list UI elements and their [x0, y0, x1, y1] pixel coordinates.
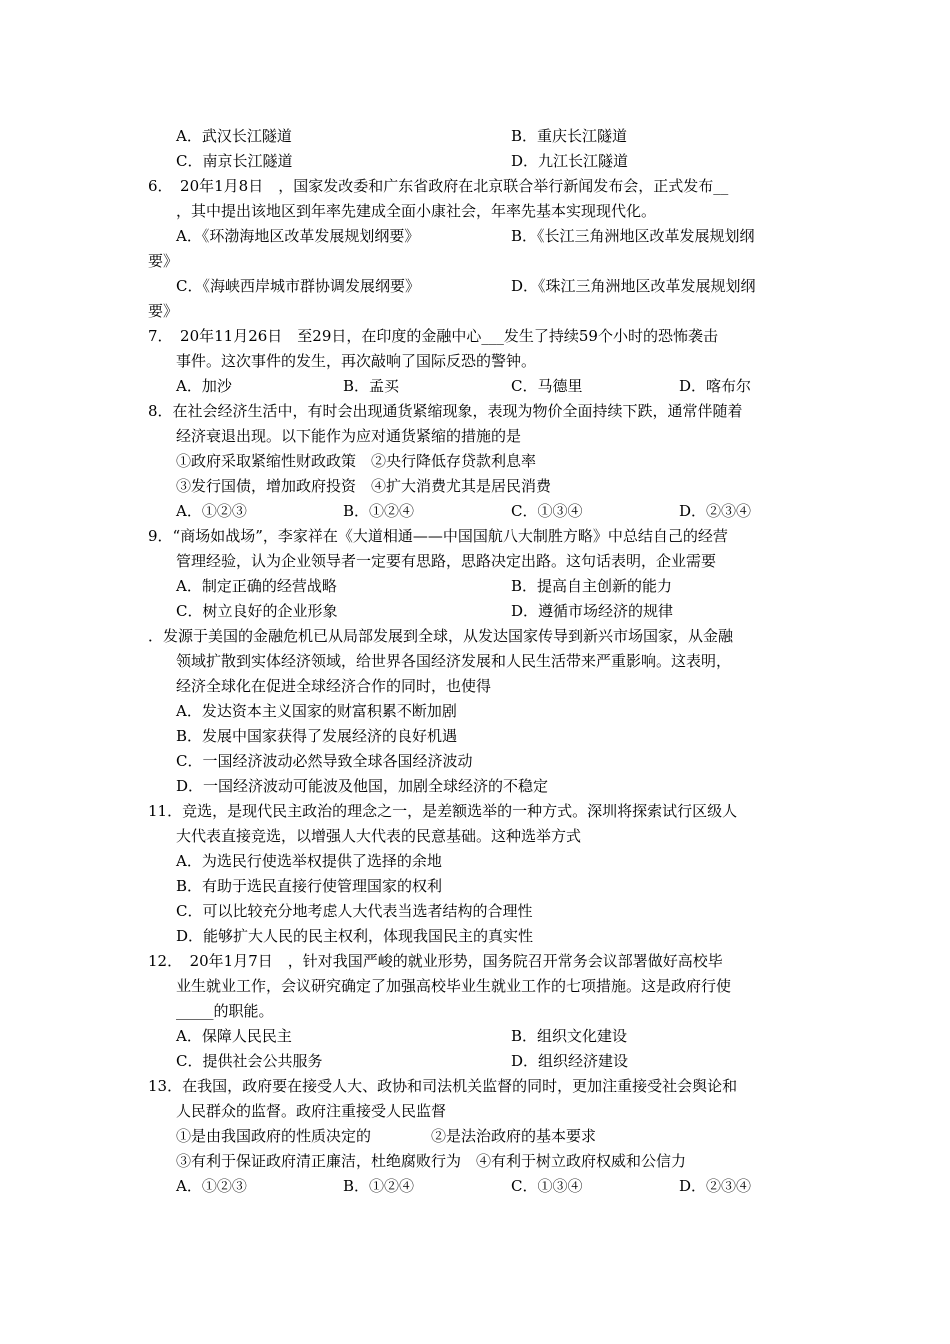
q11-stem-line1: 11．竞选，是现代民主政治的理念之一，是差额选举的一种方式。深圳将探索试行区级人	[148, 802, 738, 820]
q7-stem-line2: 事件。这次事件的发生，再次敲响了国际反恐的警钟。	[176, 352, 537, 370]
q9-option-b: B．提高自主创新的能力	[511, 577, 673, 595]
q12-option-a: A．保障人民民主	[176, 1027, 292, 1045]
q8-option-a: A．①②③	[176, 502, 247, 520]
q8-item-line2: ③发行国债，增加政府投资 ④扩大消费尤其是居民消费	[176, 477, 552, 495]
q7-option-b: B．孟买	[343, 377, 400, 395]
q13-option-c: C．①③④	[511, 1177, 583, 1195]
q9-stem-line1: 9．“商场如战场”，李家祥在《大道相通——中国国航八大制胜方略》中总结自己的经营	[148, 527, 728, 545]
q5-option-b: B．重庆长江隧道	[511, 127, 628, 145]
q5-option-d: D．九江长江隧道	[511, 152, 629, 170]
q12-option-c: C．提供社会公共服务	[176, 1052, 323, 1070]
q6-stem-line1: 6． 20年1月8日 ，国家发改委和广东省政府在北京联合举行新闻发布会，正式发布__	[148, 177, 729, 195]
q8-option-c: C．①③④	[511, 502, 583, 520]
q11-option-d: D．能够扩大人民的民主权利，体现我国民主的真实性	[176, 927, 534, 945]
q12-stem-line3: _____的职能。	[176, 1002, 274, 1020]
q8-stem-line2: 经济衰退出现。以下能作为应对通货紧缩的措施的是	[176, 427, 522, 445]
q10-stem-line2: 领域扩散到实体经济领域，给世界各国经济发展和人民生活带来严重影响。这表明，	[176, 652, 732, 670]
q10-stem-line3: 经济全球化在促进全球经济合作的同时，也使得	[176, 677, 492, 695]
q11-option-c: C．可以比较充分地考虑人大代表当选者结构的合理性	[176, 902, 533, 920]
q8-item-line1: ①政府采取紧缩性财政政策 ②央行降低存贷款利息率	[176, 452, 537, 470]
q12-option-d: D．组织经济建设	[511, 1052, 629, 1070]
q7-stem-line1: 7． 20年11月26日 至29日，在印度的金融中心___发生了持续59个小时的恐怖袭击	[148, 327, 718, 345]
q7-option-c: C．马德里	[511, 377, 583, 395]
q13-option-a: A．①②③	[176, 1177, 247, 1195]
q6-option-d: D．《珠江三角洲地区改革发展规划纲	[511, 277, 756, 295]
q9-option-a: A．制定正确的经营战略	[176, 577, 337, 595]
q7-option-d: D．喀布尔	[679, 377, 752, 395]
q12-stem-line1: 12． 20年1月7日 ，针对我国严峻的就业形势，国务院召开常务会议部署做好高校毕	[148, 952, 723, 970]
q8-option-d: D．②③④	[679, 502, 752, 520]
q6-stem-line2: ，其中提出该地区到年率先建成全面小康社会，年率先基本实现现代化。	[176, 202, 657, 220]
q12-stem-line2: 业生就业工作，会议研究确定了加强高校毕业生就业工作的七项措施。这是政府行使	[176, 977, 732, 995]
q11-stem-line2: 大代表直接竞选，以增强人大代表的民意基础。这种选举方式	[176, 827, 582, 845]
q13-stem-line1: 13．在我国，政府要在接受人大、政协和司法机关监督的同时，更加注重接受社会舆论和	[148, 1077, 738, 1095]
q6-option-a: A．《环渤海地区改革发展规划纲要》	[176, 227, 420, 245]
q13-stem-line2: 人民群众的监督。政府注重接受人民监督	[176, 1102, 447, 1120]
q6-option-b-wrap: 要》	[148, 252, 179, 270]
q7-option-a: A．加沙	[176, 377, 232, 395]
q6-option-c: C．《海峡西岸城市群协调发展纲要》	[176, 277, 420, 295]
q10-option-b: B．发展中国家获得了发展经济的良好机遇	[176, 727, 458, 745]
q10-option-a: A．发达资本主义国家的财富积累不断加剧	[176, 702, 457, 720]
q11-option-a: A．为选民行使选举权提供了选择的余地	[176, 852, 442, 870]
q13-item-line1: ①是由我国政府的性质决定的 ②是法治政府的基本要求	[176, 1127, 597, 1145]
q5-option-a: A．武汉长江隧道	[176, 127, 292, 145]
q5-option-c: C．南京长江隧道	[176, 152, 293, 170]
q9-option-d: D．遵循市场经济的规律	[511, 602, 674, 620]
q10-option-c: C．一国经济波动必然导致全球各国经济波动	[176, 752, 473, 770]
q9-stem-line2: 管理经验，认为企业领导者一定要有思路，思路决定出路。这句话表明，企业需要	[176, 552, 717, 570]
q13-item-line2: ③有利于保证政府清正廉洁，杜绝腐败行为 ④有利于树立政府权威和公信力	[176, 1152, 687, 1170]
q8-option-b: B．①②④	[343, 502, 415, 520]
q8-stem-line1: 8．在社会经济生活中，有时会出现通货紧缩现象，表现为物价全面持续下跌，通常伴随着	[148, 402, 743, 420]
q9-option-c: C．树立良好的企业形象	[176, 602, 338, 620]
q6-option-d-wrap: 要》	[148, 302, 179, 320]
q6-option-b: B．《长江三角洲地区改革发展规划纲	[511, 227, 755, 245]
q13-option-b: B．①②④	[343, 1177, 415, 1195]
q10-stem-line1: ．发源于美国的金融危机已从局部发展到全球，从发达国家传导到新兴市场国家，从金融	[148, 627, 734, 645]
q10-option-d: D．一国经济波动可能波及他国，加剧全球经济的不稳定	[176, 777, 549, 795]
q11-option-b: B．有助于选民直接行使管理国家的权利	[176, 877, 443, 895]
q13-option-d: D．②③④	[679, 1177, 752, 1195]
q12-option-b: B．组织文化建设	[511, 1027, 628, 1045]
